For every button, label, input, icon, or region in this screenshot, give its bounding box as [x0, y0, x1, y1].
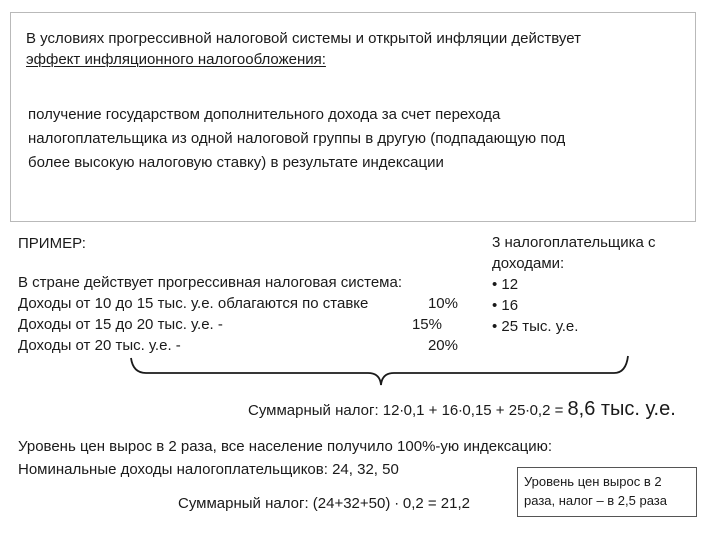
- example-label: ПРИМЕР:: [18, 235, 86, 252]
- note-line-2: раза, налог – в 2,5 раза: [524, 493, 667, 508]
- definition-line-1: получение государством дополнительного дохода за счет перехода: [28, 106, 501, 123]
- tax-row-rate: 15%: [411, 316, 442, 333]
- summary-tax-2: Суммарный налог: (24+32+50) ∙ 0,2 = 21,2: [178, 495, 470, 512]
- summary-tax-1-formula: Суммарный налог: 12∙0,1 + 16∙0,15 + 25∙0,2 =: [248, 402, 564, 419]
- price-level-line-1: Уровень цен вырос в 2 раза, все население получило 100%-ую индексацию:: [18, 438, 553, 455]
- summary-tax-1: [248, 398, 676, 421]
- definition-line-3: более высокую налоговую ставку) в результате индексации: [28, 154, 444, 171]
- list-item: • 25 тыс. у.е.: [492, 318, 579, 335]
- taxpayers-heading-1: 3 налогоплательщика с: [492, 234, 656, 251]
- title-line-2: эффект инфляционного налогообложения:: [26, 51, 326, 68]
- tax-row-text: Доходы от 10 до 15 тыс. у.е. облагаются по ставке: [18, 295, 369, 312]
- list-item: • 12: [492, 276, 519, 293]
- list-item: • 16: [492, 297, 519, 314]
- price-level-line-2: Номинальные доходы налогоплательщиков: 24, 32, 50: [18, 461, 399, 478]
- tax-row-rate: 10%: [427, 295, 458, 312]
- tax-row-rate: 20%: [427, 337, 458, 354]
- note-line-1: Уровень цен вырос в 2: [524, 474, 662, 489]
- definition-line-2: налогоплательщика из одной налоговой группы в другую (подпадающую под: [28, 130, 566, 147]
- summary-tax-1-result: 8,6 тыс. у.е.: [567, 398, 676, 420]
- title-line-1: В условиях прогрессивной налоговой системы и открытой инфляции действует: [26, 30, 581, 47]
- note-box: [517, 467, 697, 517]
- conditions-intro: В стране действует прогрессивная налоговая система:: [18, 274, 402, 291]
- tax-row-text: Доходы от 15 до 20 тыс. у.е. -: [18, 316, 223, 333]
- tax-row-text: Доходы от 20 тыс. у.е. -: [18, 337, 181, 354]
- taxpayers-heading-2: доходами:: [492, 255, 565, 272]
